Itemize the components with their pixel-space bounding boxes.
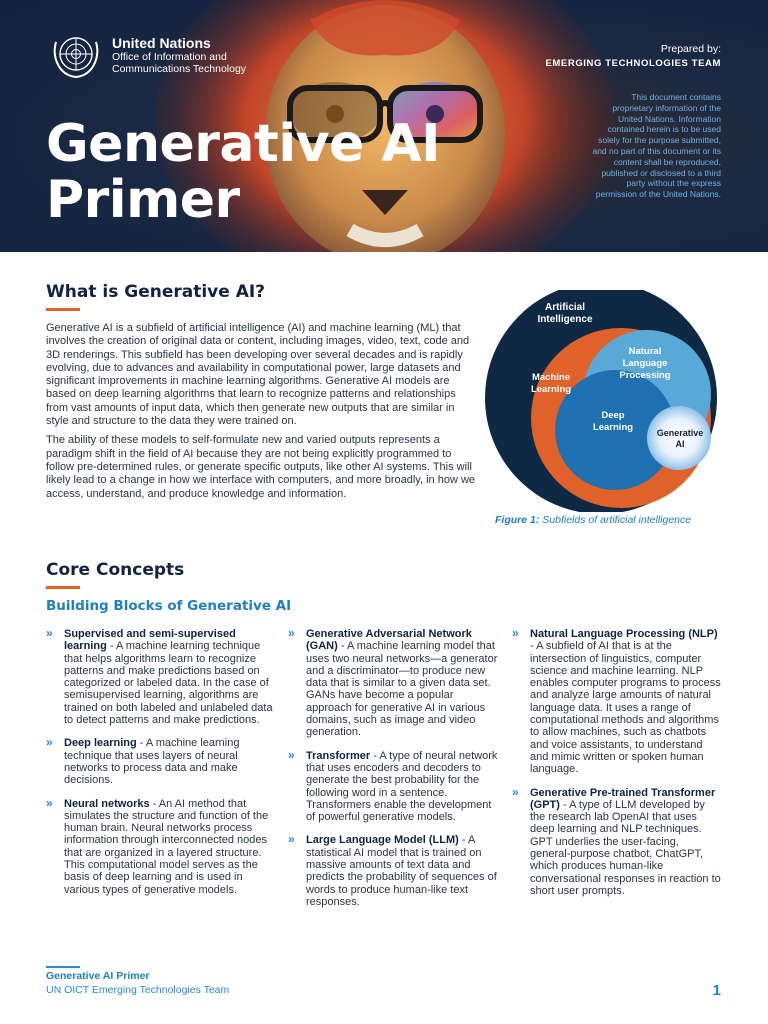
- title-line2: Primer: [46, 170, 240, 230]
- concept-desc: - An AI method that simulates the structure and function of the human brain. Neural networks process information through interconnected nodes that are organized in a layered structure. This computational model serves as the basis of deep learning and is used in various types of generative models.: [64, 797, 269, 896]
- chevron-double-right-icon: »: [512, 784, 519, 799]
- concept-desc: - A subfield of AI that is at the intersection of linguistics, computer science and machine learning. NLP enables computer programs to process and analyze large amounts of natural language data. It uses a range of computational methods and algorithms to allow machines, such as chatbots and voice assistants, to understand and mimic written or spoken human language.: [530, 640, 721, 776]
- footer-title: Generative AI Primer: [46, 970, 150, 982]
- ai-label-line1: Artificial: [544, 302, 586, 313]
- document-title: [46, 116, 440, 228]
- what-is-paragraph: The ability of these models to self-formulate new and varied outputs represents a paradigm shift in the field of AI because they are not being explicitly programmed to follow pre-determined rules, or generate specific outputs, like other AI systems. This will likely lead to a change in how we interface with computers, and more broadly, in how we access, understand, and produce knowledge and information.: [46, 434, 476, 500]
- concept-term: Generative Adversarial Network (GAN): [306, 628, 472, 653]
- footer-rule: [46, 966, 80, 968]
- concept-item: [288, 628, 498, 739]
- building-blocks-subheading: Building Blocks of Generative AI: [46, 598, 292, 614]
- ml-label-line2: Learning: [530, 384, 572, 395]
- page-number: 1: [712, 982, 721, 999]
- chevron-double-right-icon: »: [288, 832, 295, 847]
- concept-desc: - A type of LLM developed by the research lab OpenAI that uses deep learning and NLP techniques. GPT underlies the user-facing, general-purpose chatbot, ChatGPT, which produces human-like conversational responses in reaction to short user prompts.: [530, 798, 721, 897]
- concept-term: Transformer: [306, 749, 371, 762]
- prepared-label: Prepared by:: [660, 43, 721, 55]
- nlp-label-line2: Language: [622, 358, 668, 369]
- nlp-label-line1: Natural: [628, 346, 662, 357]
- concept-item: [46, 795, 274, 896]
- what-is-paragraph: Generative AI is a subfield of artificial intelligence (AI) and machine learning (ML) that involves the creation of original data or content, including images, video, text, code and 3D renderings. This subfield has been developing over several decades and is rapidly evolving, due to advances and availability in computational power, large datasets and significant improvements in machine learning algorithms. Generative AI models are based on deep learning algorithms that learn to recognize patterns and relationships from vast amounts of input data, which then generate new outputs that are similar in style and structure to the data they were trained on.: [46, 322, 470, 428]
- chevron-double-right-icon: »: [288, 747, 295, 762]
- heading-underline: [46, 308, 80, 311]
- un-org-name: [112, 36, 246, 75]
- concept-term: Supervised and semi-supervised learning: [64, 628, 236, 653]
- concept-desc: - A type of neural network that uses encoders and decoders to generate the best probability for the following word in a sentence. Transformers enable the development of powerful generative models.: [306, 749, 498, 824]
- dl-label-line2: Learning: [592, 422, 634, 433]
- what-is-body: [46, 322, 478, 501]
- figure-caption-text: Subfields of artificial intelligence: [542, 514, 692, 526]
- concepts-column-3: [512, 628, 722, 908]
- concept-item: [46, 628, 274, 726]
- title-line1: Generative AI: [46, 114, 441, 174]
- org-name: United Nations: [112, 35, 211, 51]
- ai-subfields-diagram: [483, 290, 723, 512]
- chevron-double-right-icon: »: [288, 626, 295, 640]
- concept-item: [512, 628, 722, 776]
- concept-desc: - A machine learning technique that helps algorithms learn to recognize patterns and make predictions based on categorized or labeled data. In the case of semisupervised learning, algorithms are trained on both labeled and unlabeled data to detect patterns and make predictions.: [64, 640, 273, 727]
- org-dept-line2: Communications Technology: [112, 63, 247, 75]
- hero-banner: [0, 0, 768, 252]
- figure-caption-prefix: Figure 1:: [495, 514, 540, 526]
- concept-desc: - A machine learning model that uses two neural networks—a generator and a discriminator—to produce new data that is similar to a given data set. GANs have become a popular approach for generative AI in various domains, such as image and video generation.: [306, 640, 498, 739]
- disclaimer: This document contains proprietary information of the United Nations. Information contained herein is to be used solely for the purpose submitted, and no part of this document or its content shall be reproduced, published or disclosed to a third party without the express permission of the United Nations.: [592, 92, 721, 200]
- generative-ai-circle: [647, 406, 711, 470]
- concept-item: [288, 747, 498, 824]
- chevron-double-right-icon: »: [46, 735, 53, 750]
- concept-term: Large Language Model (LLM): [306, 834, 459, 847]
- concept-desc: - A statistical AI model that is trained on massive amounts of text data and predicts the probability of sequences of words to produce human-like text responses.: [306, 834, 497, 908]
- what-is-heading: What is Generative AI?: [46, 282, 266, 302]
- core-heading-underline: [46, 586, 80, 589]
- concept-term: Generative Pre-trained Transformer (GPT): [530, 786, 716, 811]
- dl-label-line1: Deep: [601, 410, 625, 421]
- concepts-column-1: [46, 628, 274, 907]
- concept-item: [512, 784, 722, 898]
- concept-item: [46, 737, 274, 786]
- ml-label-line1: Machine: [531, 372, 571, 383]
- concept-term: Neural networks: [64, 797, 150, 810]
- prepared-by: [545, 42, 721, 69]
- gen-label-line2: AI: [675, 439, 685, 449]
- ai-label-line2: Intelligence: [537, 314, 593, 325]
- chevron-double-right-icon: »: [512, 626, 519, 640]
- concept-term: Natural Language Processing (NLP): [530, 628, 718, 640]
- concepts-column-2: [288, 628, 498, 919]
- core-concepts-heading: Core Concepts: [46, 560, 185, 580]
- concept-desc: - A machine learning technique that uses layers of neural networks to process data and make decisions.: [64, 737, 240, 787]
- footer-subtitle: UN OICT Emerging Technologies Team: [46, 984, 230, 996]
- figure-caption: [495, 514, 691, 526]
- gen-label-line1: Generative: [656, 428, 704, 438]
- concept-term: Deep learning: [64, 737, 137, 750]
- chevron-double-right-icon: »: [46, 795, 53, 810]
- un-emblem-icon: [46, 30, 106, 80]
- prepared-team: EMERGING TECHNOLOGIES TEAM: [545, 58, 721, 69]
- nlp-label-line3: Processing: [619, 370, 671, 381]
- concept-item: [288, 834, 498, 908]
- org-dept-line1: Office of Information and: [112, 51, 227, 63]
- chevron-double-right-icon: »: [46, 626, 53, 640]
